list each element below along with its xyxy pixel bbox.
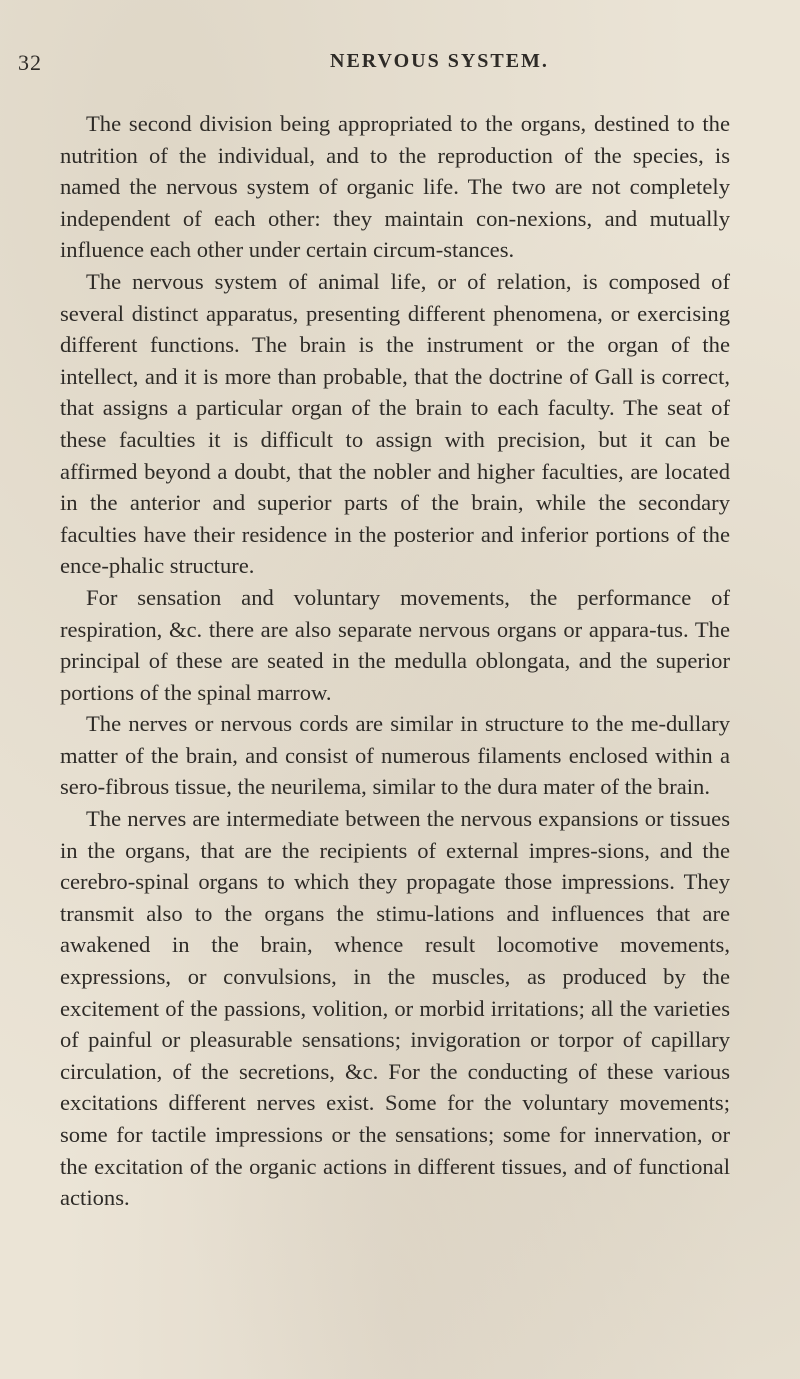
paragraph-nerve-function: The nerves are intermediate between the nervous expansions or tissues in the organs, that are the recipients of external impres-sions, and the cerebro-spinal organs to which they propagate those impressions. They transmit also to the organs the stimu-lations and influences that are awakened in the brain, whence result locomotive movements, expressions, or convulsions, in the muscles, as produced by the excitement of the passions, volition, or morbid irritations; all the varieties of painful or pleasurable sensations; invigoration or torpor of capillary circulation, of the secretions, &c. For the conducting of these various excitations different nerves exist. Some for the voluntary movements; some for tactile impressions or the sensations; some for innervation, or the excitation of the organic actions in different tissues, and of functional actions. [60, 806, 730, 1211]
paragraph-organic-life: The second division being appropriated to the organs, destined to the nutrition of the individual, and to the reproduction of the species, is named the nervous system of organic life. The two are not completely independent of each other: they maintain con-nexions, and mutually influence each other under certain circum-stances. [60, 111, 730, 263]
running-title: NERVOUS SYSTEM. [330, 50, 549, 72]
paragraph-animal-life: The nervous system of animal life, or of relation, is composed of several distinct apparatus, presenting different phenomena, or exercising different functions. The brain is the instrument or the organ of the intellect, and it is more than probable, that the doctrine of Gall is correct, that assigns a particular organ of the brain to each faculty. The seat of these faculties it is difficult to assign with precision, but it can be affirmed beyond a doubt, that the nobler and higher faculties, are located in the anterior and superior parts of the brain, while the secondary faculties have their residence in the posterior and inferior portions of the ence-phalic structure. [60, 268, 730, 579]
page-number: 32 [18, 50, 42, 75]
body-text [60, 108, 730, 1214]
paragraph-sensation: For sensation and voluntary movements, the performance of respiration, &c. there are also separate nervous organs or appara-tus. The principal of these are seated in the medulla oblongata, and the superior portions of the spinal marrow. [60, 584, 730, 705]
paragraph-nerve-structure: The nerves or nervous cords are similar in structure to the me-dullary matter of the brain, and consist of numerous filaments enclosed within a sero-fibrous tissue, the neurilema, similar to the dura mater of the brain. [60, 711, 730, 800]
page-header [0, 50, 800, 80]
